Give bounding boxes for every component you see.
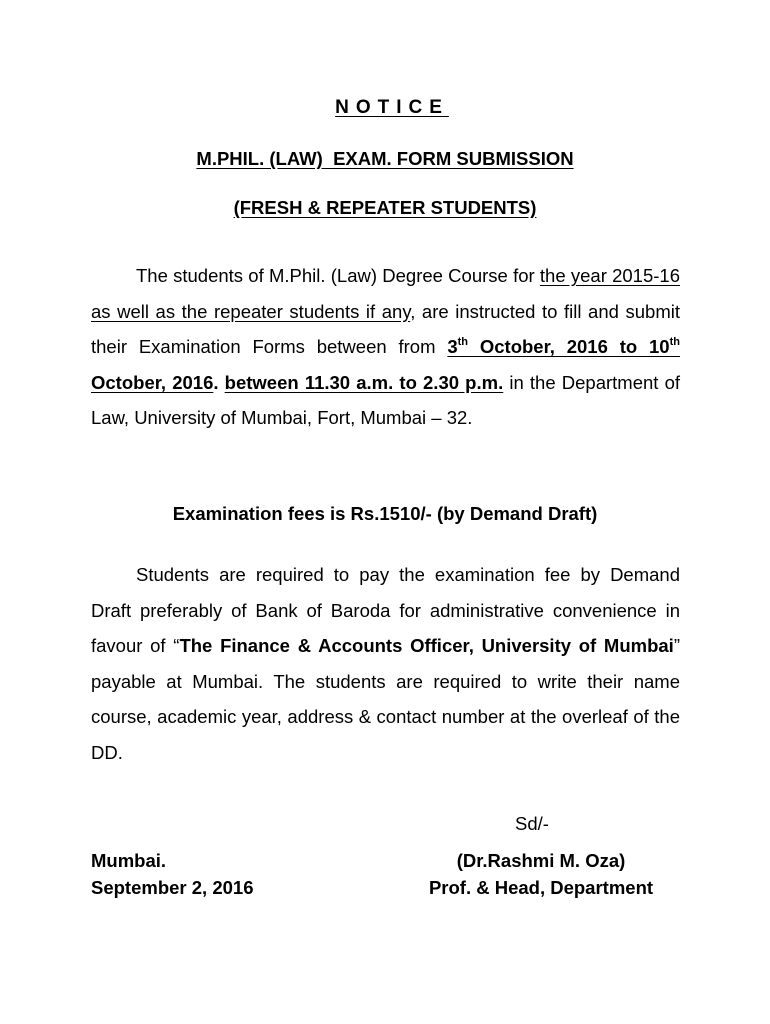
place-date-block <box>91 847 253 901</box>
notice-heading: NOTICE <box>335 97 449 118</box>
exam-fee-line: Examination fees is Rs.1510/- (by Demand Draft) <box>172 503 598 524</box>
date-start-sup: th <box>457 336 469 349</box>
signatory-name: (Dr.Rashmi M. Oza) <box>456 850 626 871</box>
notice-subtitle-students: (FRESH & REPEATER STUDENTS) <box>233 197 537 218</box>
payment-paragraph <box>91 557 680 771</box>
payee-name: The Finance & Accounts Officer, University of Mumbai <box>179 635 674 657</box>
para1-text-1: The students of M.Phil. (Law) Degree Course for <box>136 265 540 286</box>
date-end-rest: October, 2016 <box>91 371 214 393</box>
date-end-sup: th <box>669 336 680 349</box>
date-start-num: 3 <box>447 336 458 358</box>
signatory-block <box>420 847 662 901</box>
para2-text-1: Students are required to pay the examination fee by Demand Draft preferably of Bank of Baroda for administrative convenience in favour of “ <box>91 564 680 657</box>
date-dot: . <box>213 371 225 393</box>
notice-subtitle: M.PHIL. (LAW) EXAM. FORM SUBMISSION <box>196 148 574 169</box>
signature-sd: Sd/- <box>515 813 549 834</box>
para2-text-2: ” payable at Mumbai. The students are required to write their name course, academic year, address & contact number at the overleaf of the DD. <box>91 635 680 763</box>
notice-date: September 2, 2016 <box>91 877 254 898</box>
place: Mumbai. <box>91 850 167 871</box>
para1-text-3: in the Department of Law, University of Mumbai, Fort, Mumbai – 32. <box>91 371 681 429</box>
instruction-paragraph <box>91 258 680 436</box>
para1-text-2: , are instructed to fill and submit their Examination Forms between from <box>91 300 680 358</box>
signatory-designation: Prof. & Head, Department <box>428 877 654 898</box>
para1-year-underlined: the year 2015-16 as well as the repeater students if any <box>91 265 680 322</box>
time-window: between 11.30 a.m. to 2.30 p.m. <box>224 371 504 393</box>
date-start-rest: October, 2016 to 10 <box>468 336 670 358</box>
